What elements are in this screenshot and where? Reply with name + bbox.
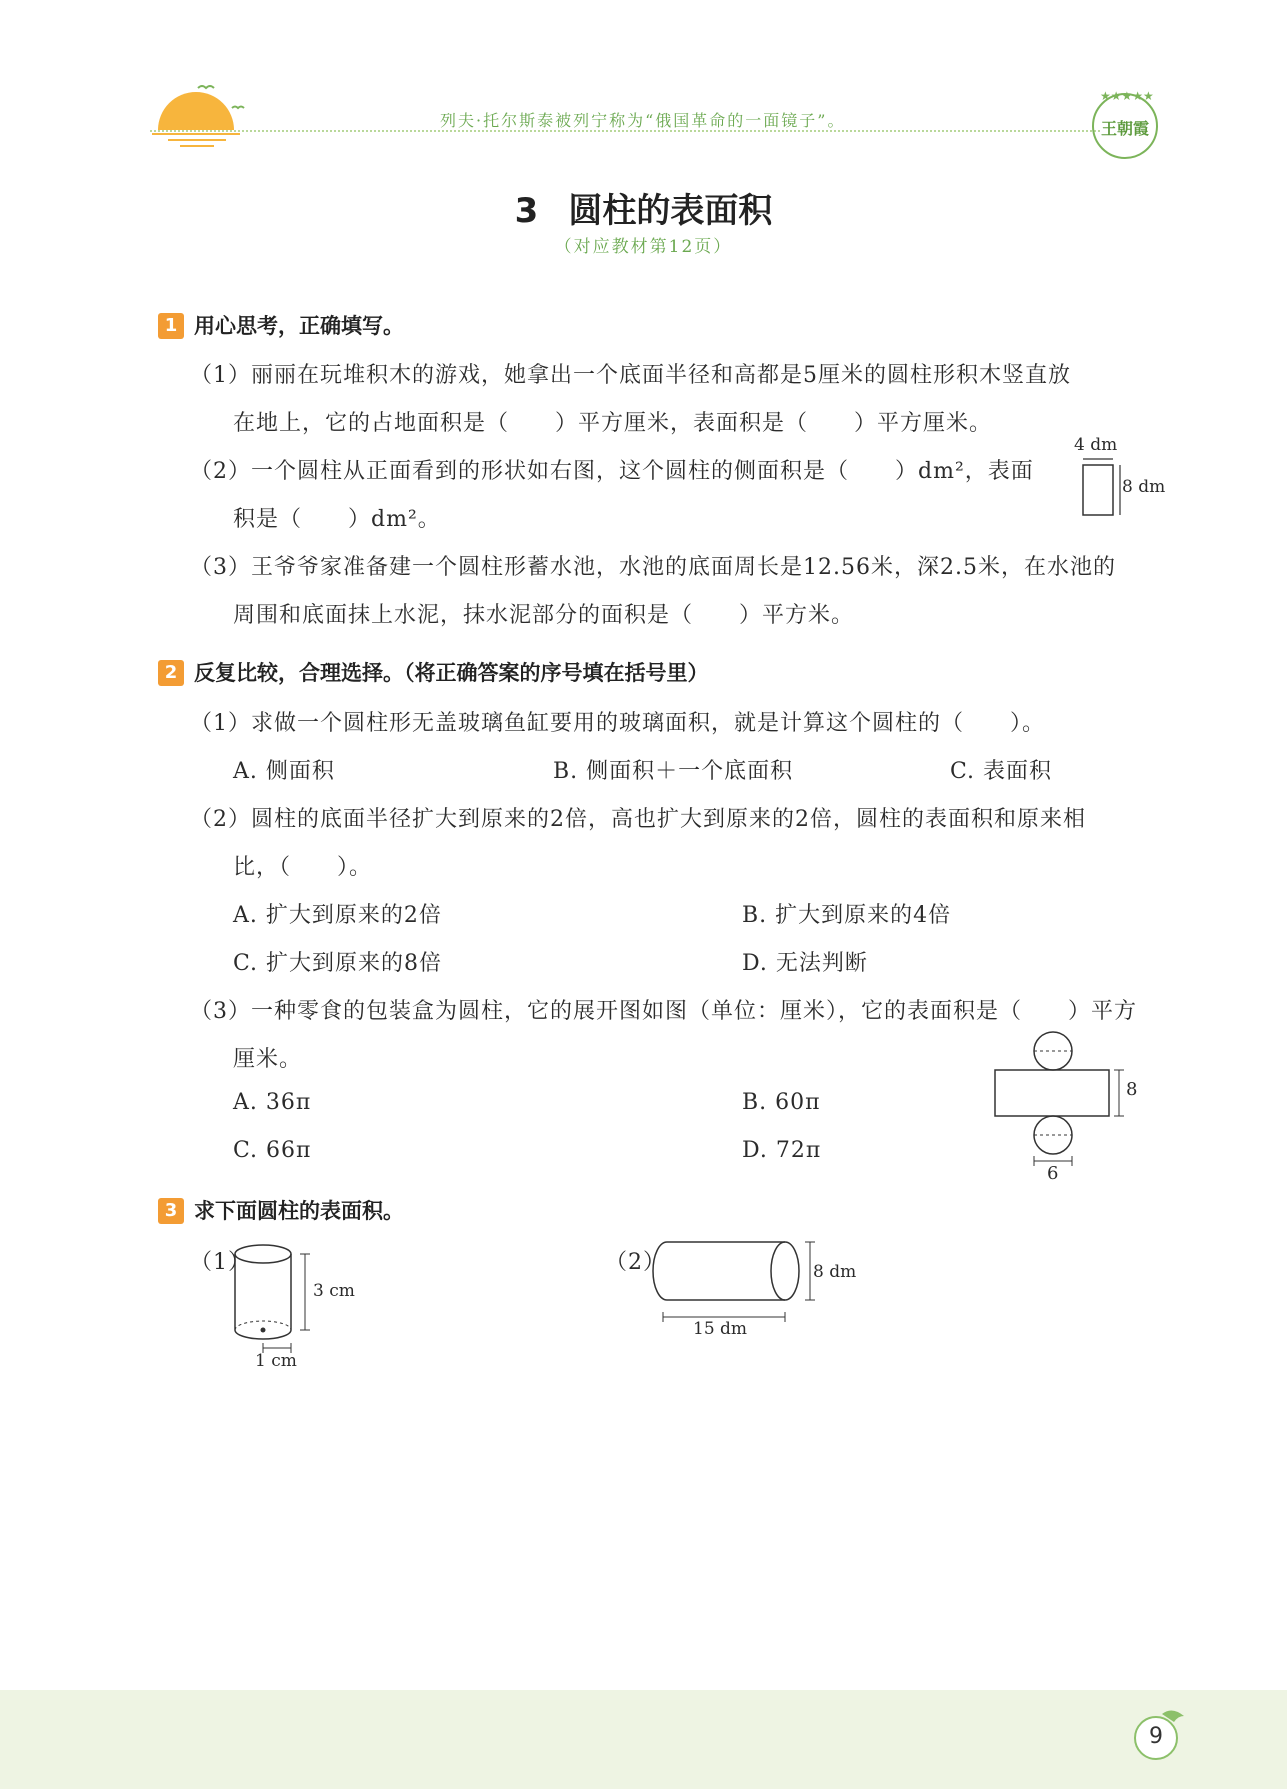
s3-q2-figure — [645, 1235, 875, 1350]
s1-q2-line2: 积是（ ）dm²。 — [233, 507, 441, 532]
section2-heading — [158, 657, 709, 687]
s2-q2-option-c: C. 扩大到原来的8倍 — [233, 951, 443, 976]
section2-title: 反复比较，合理选择。（将正确答案的序号填在括号里） — [194, 661, 709, 685]
s2-q3-line2: 厘米。 — [233, 1047, 303, 1072]
s1-q3-line2: 周围和底面抹上水泥，抹水泥部分的面积是（ ）平方米。 — [233, 603, 855, 628]
s2-q1-option-b: B. 侧面积＋一个底面积 — [553, 759, 794, 784]
cyl2-length-label: 15 dm — [693, 1319, 748, 1339]
s2-q2-line2: 比，（ ）。 — [233, 855, 373, 880]
s2-q3-option-c: C. 66π — [233, 1138, 312, 1163]
logo — [1085, 78, 1165, 168]
s2-q3-option-b: B. 60π — [742, 1090, 821, 1115]
svg-text:★★★★★: ★★★★★ — [1100, 89, 1154, 103]
cyl1-radius-label: 1 cm — [255, 1351, 297, 1371]
section3-title: 求下面圆柱的表面积。 — [194, 1199, 404, 1223]
s3-q1-label: （1） — [190, 1250, 251, 1275]
s2-q2-option-a: A. 扩大到原来的2倍 — [233, 903, 442, 928]
s2-q3-option-d: D. 72π — [742, 1138, 822, 1163]
s3-q1-figure — [225, 1238, 385, 1378]
s2-q1: （1）求做一个圆柱形无盖玻璃鱼缸要用的玻璃面积，就是计算这个圆柱的（ ）。 — [190, 711, 1045, 736]
sunset-decoration — [140, 70, 260, 150]
lying-cylinder-diagram — [645, 1235, 875, 1350]
fig-width-label: 4 dm — [1074, 435, 1118, 455]
page-subtitle: （对应教材第12页） — [554, 237, 733, 257]
s2-q1-option-a: A. 侧面积 — [233, 759, 335, 784]
s2-q3-line1: （3）一种零食的包装盒为圆柱，它的展开图如图（单位：厘米），它的表面积是（ ）平方 — [190, 999, 1138, 1024]
cyl1-height-label: 3 cm — [313, 1281, 355, 1301]
fig-height-label: 8 dm — [1122, 477, 1166, 497]
page-number-badge — [1122, 1702, 1192, 1762]
section1-title: 用心思考，正确填写。 — [194, 314, 404, 338]
s2-q3-option-a: A. 36π — [233, 1090, 312, 1115]
footer-band — [0, 1690, 1287, 1789]
section3-badge: 3 — [158, 1198, 184, 1224]
s3-q2-label: （2） — [605, 1250, 666, 1275]
s1-q1-line2: 在地上，它的占地面积是（ ）平方厘米，表面积是（ ）平方厘米。 — [233, 411, 993, 436]
header-quote: 列夫·托尔斯泰被列宁称为“俄国革命的一面镜子”。 — [440, 111, 846, 130]
s2-q2-option-b: B. 扩大到原来的4倍 — [742, 903, 952, 928]
logo-seal-icon — [1085, 78, 1165, 168]
title-number: 3 — [514, 191, 539, 231]
title-text: 圆柱的表面积 — [568, 191, 773, 231]
page-title — [0, 183, 1287, 232]
section2-badge: 2 — [158, 660, 184, 686]
page-number: 9 — [1149, 1724, 1163, 1749]
s2-q2-line1: （2）圆柱的底面半径扩大到原来的2倍，高也扩大到原来的2倍，圆柱的表面积和原来相 — [190, 807, 1086, 832]
cylinder-net-diagram — [985, 1025, 1145, 1190]
net-height-label: 8 — [1126, 1079, 1138, 1100]
s1-q2-figure — [1070, 435, 1180, 525]
s2-q1-option-c: C. 表面积 — [950, 759, 1053, 784]
s2-q2-option-d: D. 无法判断 — [742, 951, 868, 976]
net-diameter-label: 6 — [1047, 1163, 1059, 1184]
s1-q2-line1: （2）一个圆柱从正面看到的形状如右图，这个圆柱的侧面积是（ ）dm²，表面 — [190, 459, 1034, 484]
section1-badge: 1 — [158, 313, 184, 339]
section3-heading — [158, 1195, 404, 1225]
s1-q1-line1: （1）丽丽在玩堆积木的游戏，她拿出一个底面半径和高都是5厘米的圆柱形积木竖直放 — [190, 363, 1071, 388]
s1-q3-line1: （3）王爷爷家准备建一个圆柱形蓄水池，水池的底面周长是12.56米，深2.5米，在水池的 — [190, 555, 1116, 580]
svg-text:王朝霞: 王朝霞 — [1100, 119, 1150, 138]
cyl2-diameter-label: 8 dm — [813, 1262, 857, 1282]
s2-q3-net-figure — [985, 1025, 1145, 1190]
upright-cylinder-diagram — [225, 1238, 385, 1378]
section1-heading — [158, 310, 404, 340]
